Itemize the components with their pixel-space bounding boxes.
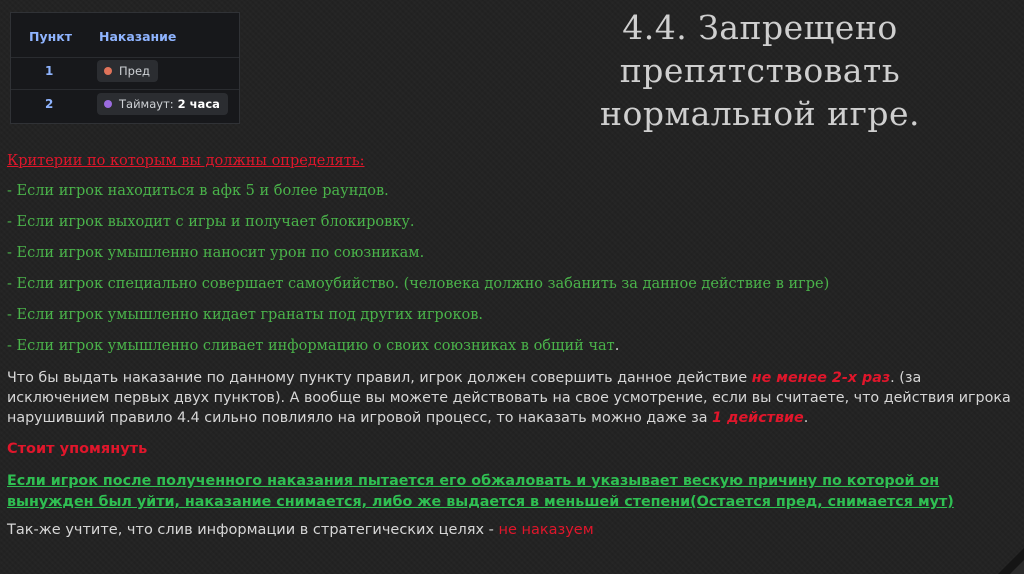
corner-decoration-inner — [1010, 560, 1024, 574]
criteria-item: - Если игрок умышленно кидает гранаты под других игроков. — [7, 307, 484, 323]
rules-paragraph — [7, 368, 1017, 428]
paragraph-part-2: . (за исключением первых двух пунктов). А вообще вы можете действовать на свое усмотрение, если вы считаете, что действия игрока нарушивший правило 4.4 сильно повлияло на игровой процесс, то наказать можно даже за — [7, 370, 1011, 426]
final-note-text: Так-же учтите, что слив информации в стратегических целях - — [7, 522, 499, 538]
table-row-2-punishment-tag — [97, 93, 228, 115]
criteria-item: - Если игрок умышленно наносит урон по союзникам. — [7, 245, 425, 261]
table-divider — [11, 89, 239, 90]
table-row-1-punishment-tag — [97, 60, 158, 82]
purple-dot-icon — [104, 100, 112, 108]
criteria-heading: Критерии по которым вы должны определять: — [7, 153, 365, 169]
criteria-item-period: . — [614, 338, 620, 354]
tag-label: Пред — [119, 64, 150, 78]
final-note — [7, 522, 594, 538]
table-divider — [11, 57, 239, 58]
table-row-1-number: 1 — [45, 64, 54, 78]
note-heading: Стоит упомянуть — [7, 441, 148, 457]
paragraph-part-3: . — [803, 410, 809, 426]
title-line-2: препятствовать — [619, 51, 901, 90]
criteria-item-text: - Если игрок умышленно сливает информацию о своих союзниках в общий чат — [7, 338, 615, 354]
table-header-punkt: Пункт — [29, 29, 72, 44]
tag-duration: 2 часа — [177, 97, 220, 111]
criteria-item-last — [7, 336, 619, 356]
title-line-1: 4.4. Запрещено — [622, 8, 898, 47]
paragraph-part-1: Что бы выдать наказание по данному пункту правил, игрок должен совершить данное действие — [7, 370, 752, 386]
tag-label: Таймаут: — [119, 97, 174, 111]
punishment-table — [10, 12, 240, 124]
final-note-red: не наказуем — [498, 522, 594, 538]
table-header-punishment: Наказание — [99, 29, 177, 44]
criteria-item: - Если игрок специально совершает самоубийство. (человека должно забанить за данное действие в игре) — [7, 276, 830, 292]
orange-dot-icon — [104, 67, 112, 75]
slide-title — [560, 6, 960, 135]
paragraph-emphasis-2: 1 действие — [712, 410, 804, 426]
table-row-2-number: 2 — [45, 97, 54, 111]
note-text: Если игрок после полученного наказания пытается его обжаловать и указывает вескую причину по которой он вынужден был уйти, наказание снимается, либо же выдается в меньшей степени(Остается пред, снимается мут) — [7, 473, 954, 510]
title-line-3: нормальной игре. — [599, 94, 921, 133]
criteria-item: - Если игрок находиться в афк 5 и более раундов. — [7, 183, 389, 199]
paragraph-emphasis-1: не менее 2-х раз — [751, 370, 891, 386]
criteria-item: - Если игрок выходит с игры и получает блокировку. — [7, 214, 415, 230]
